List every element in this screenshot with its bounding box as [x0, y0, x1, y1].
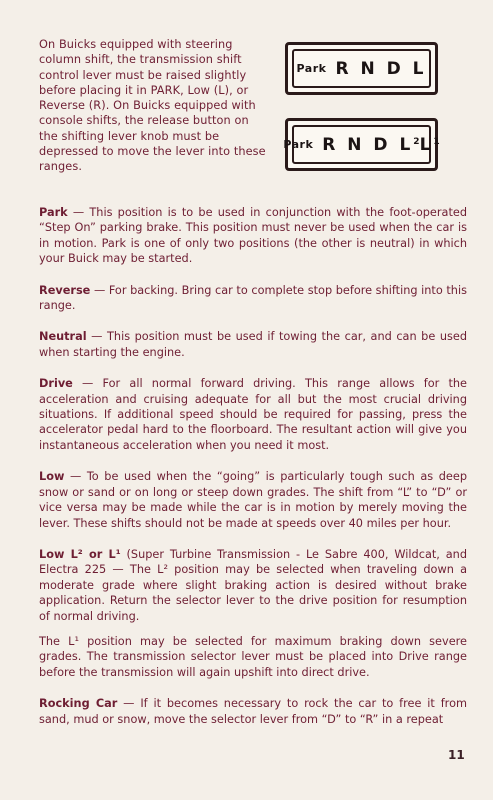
definition: — This position is to be used in conjunction with the foot-operated “Step On” parking brake. This position must never be used when the car is in motion. Park is one of only two positions (the other is neutral) in which your Buick may be started. [39, 206, 467, 266]
term: Drive [39, 377, 73, 391]
paragraph-low [39, 469, 467, 531]
paragraph-l1 [39, 634, 467, 680]
definition: — To be used when the “going” is particularly tough such as deep snow or sand or on long or steep down grades. The shift from “L” to “D” or vice versa may be made while the car is in motion by merely moving the lever. These shifts should not be made at speeds over 40 miles per hour. [39, 470, 467, 530]
term: Low L² or L¹ [39, 547, 121, 561]
gear-letter-l: L [419, 134, 434, 155]
gear-letters-main: R N D L [322, 134, 414, 155]
park-label: Park [283, 138, 314, 151]
gear-sup-2: 2 [413, 136, 420, 147]
shift-indicator-face [292, 49, 431, 88]
gear-letters [322, 135, 439, 155]
definition: — For all normal forward driving. This range allows for the acceleration and cruising adequate for all but the most crucial driving situations. If additional speed should be required for passing, press the accelerator pedal hard to the floorboard. The resultant action will give you instantaneous acceleration when you need it most. [39, 377, 467, 452]
paragraph-reverse [39, 283, 467, 314]
term: Park [39, 206, 68, 219]
definition: — If it becomes necessary to rock the car to free it from sand, mud or snow, move the selector lever from “D” to “R” in a repeat [39, 697, 467, 726]
body-text [39, 205, 467, 743]
park-label: Park [296, 62, 327, 75]
term: Neutral [39, 330, 87, 344]
definition: The L¹ position may be selected for maximum braking down severe grades. The transmission selector lever must be placed into Drive range before the transmission will again upshift into direct drive. [39, 634, 467, 679]
term: Rocking Car [39, 697, 118, 711]
shift-indicator-face [283, 125, 440, 164]
shift-indicator-super-turbine [285, 118, 438, 171]
definition: — This position must be used if towing the car, and can be used when starting the engine. [39, 330, 467, 359]
term: Reverse [39, 283, 91, 297]
paragraph-park [39, 205, 467, 267]
gear-sup-1: 1 [433, 136, 440, 147]
paragraph-rocking-car [39, 696, 467, 727]
paragraph-neutral [39, 329, 467, 360]
definition: — For backing. Bring car to complete stop before shifting into this range. [39, 283, 467, 313]
gear-letters: R N D L [335, 58, 427, 79]
definition: (Super Turbine Transmission - Le Sabre 400, Wildcat, and Electra 225 — The L² position may be selected when traveling down a moderate grade where slight braking action is desired without brake application. Return the selector lever to the drive position for resumption of normal driving. [39, 547, 467, 623]
term: Low [39, 470, 65, 484]
paragraph-low-l2-l1 [39, 547, 467, 624]
page-number: 11 [448, 748, 465, 762]
shift-indicator-standard [285, 42, 438, 95]
intro-paragraph: On Buicks equipped with steering column shift, the transmission shift control lever must be raised slightly before placing it in PARK, Low (L), or Reverse (R). On Buicks equipped with console shifts, the release button on the shifting lever knob must be depressed to move the lever into these ranges. [39, 38, 266, 174]
paragraph-drive [39, 376, 467, 453]
